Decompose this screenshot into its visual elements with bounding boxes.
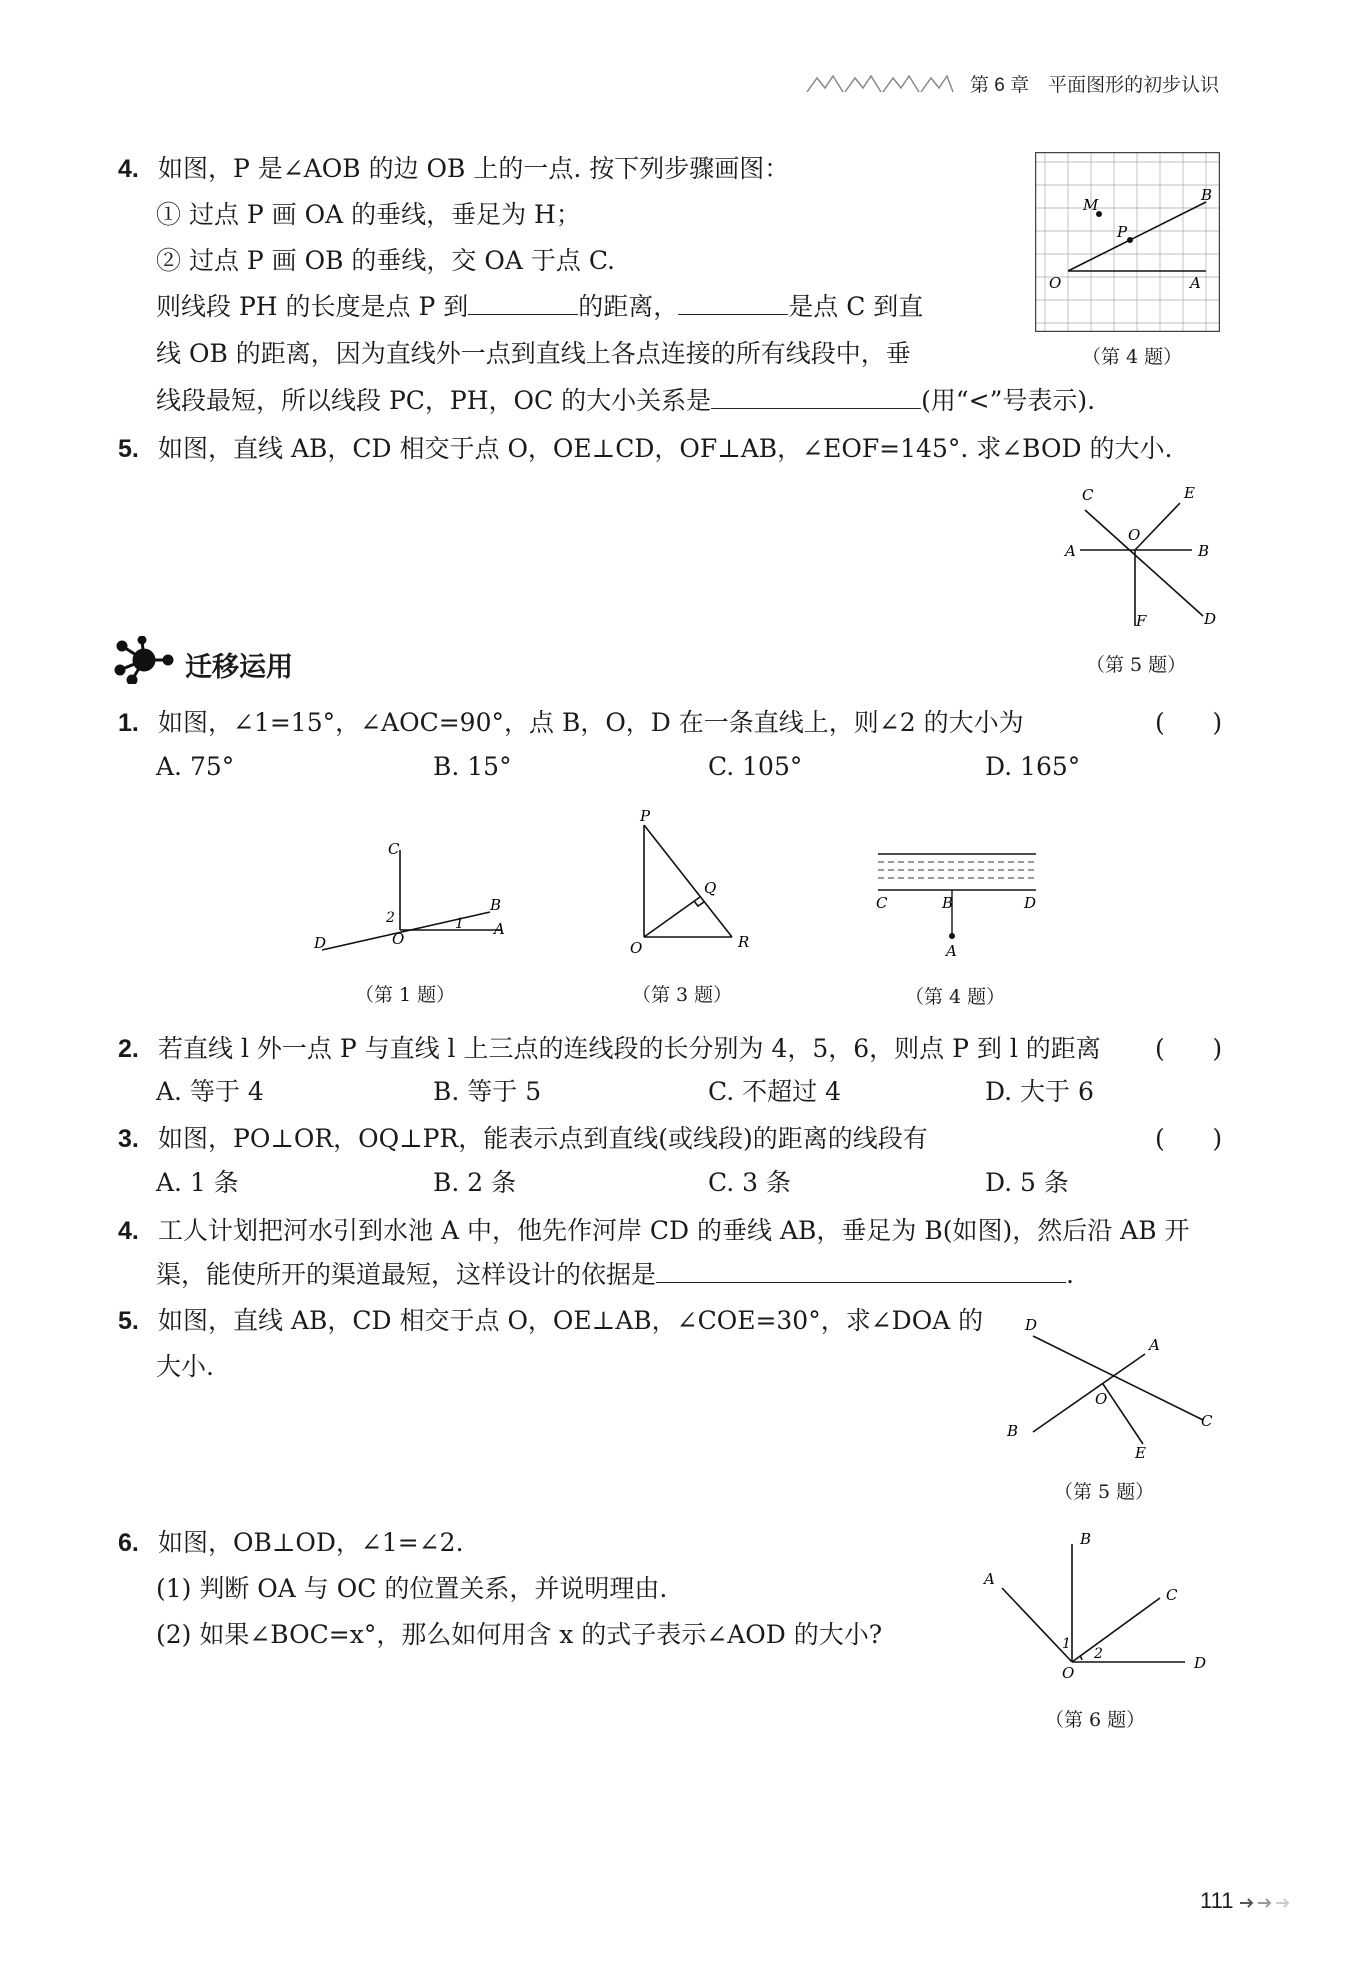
- label: A: [494, 920, 505, 938]
- label: A: [946, 942, 957, 960]
- answer-parentheses[interactable]: ( ): [1155, 1034, 1223, 1063]
- answer-blank[interactable]: [656, 1258, 1066, 1283]
- q4-line4-part3: 是点 C 到直: [788, 292, 924, 321]
- q4-line1: 如图，P 是∠AOB 的边 OB 上的一点. 按下列步骤画图：: [158, 154, 790, 183]
- label: D: [1204, 610, 1217, 628]
- option-c[interactable]: C. 105°: [708, 752, 803, 781]
- label: B: [1198, 542, 1210, 560]
- figure-4: [870, 846, 1040, 966]
- answer-blank[interactable]: [711, 384, 921, 409]
- figure-caption: （第 5 题）: [1054, 1481, 1155, 1503]
- t3-text: 如图，PO⊥OR，OQ⊥PR，能表示点到直线(或线段)的距离的线段有: [158, 1124, 928, 1153]
- option-c[interactable]: C. 3 条: [708, 1168, 791, 1197]
- label: D: [1194, 1654, 1207, 1672]
- t6-line1: 如图，OB⊥OD，∠1=∠2.: [158, 1528, 464, 1557]
- label: B: [490, 896, 502, 914]
- figure-caption: （第 6 题）: [1045, 1709, 1146, 1731]
- option-a[interactable]: A. 1 条: [156, 1168, 239, 1197]
- answer-parentheses[interactable]: ( ): [1155, 708, 1223, 737]
- angle-figure: [980, 1530, 1210, 1680]
- option-a[interactable]: A. 等于 4: [156, 1077, 264, 1106]
- t2-text: 若直线 l 外一点 P 与直线 l 上三点的连线段的长分别为 4，5，6，则点 P 到 l 的距离: [158, 1034, 1101, 1063]
- t4-line2: [156, 1258, 1074, 1292]
- label: B: [1201, 186, 1213, 204]
- label: D: [1024, 894, 1037, 912]
- question-number: 5.: [118, 1307, 139, 1335]
- q4-line4-part2: 的距离，: [578, 292, 679, 321]
- label: C: [1082, 486, 1094, 504]
- question-number: 5.: [118, 435, 139, 463]
- label: 2: [386, 910, 395, 926]
- q4-line4: [156, 290, 923, 324]
- label: B: [1007, 1422, 1019, 1440]
- question-number: 6.: [118, 1529, 139, 1557]
- label: C: [1166, 1586, 1178, 1604]
- label: O: [630, 939, 643, 957]
- option-d[interactable]: D. 165°: [985, 752, 1081, 781]
- label: C: [1201, 1412, 1213, 1430]
- q4-line3: ② 过点 P 画 OB 的垂线，交 OA 于点 C.: [156, 246, 615, 275]
- q4-line4-part1: 则线段 PH 的长度是点 P 到: [156, 292, 469, 321]
- section-title: 迁移运用: [185, 652, 293, 683]
- label: A: [1149, 1336, 1160, 1354]
- label: P: [640, 807, 651, 825]
- arrow-decoration-icon: [1238, 1895, 1298, 1911]
- answer-blank[interactable]: [678, 290, 788, 315]
- option-a[interactable]: A. 75°: [156, 752, 235, 781]
- question-number: 1.: [118, 709, 139, 737]
- mountain-decoration-icon: [805, 72, 955, 94]
- molecule-icon: [112, 636, 176, 684]
- label: E: [1184, 484, 1195, 502]
- label: D: [1025, 1316, 1038, 1334]
- label: 2: [1094, 1646, 1103, 1662]
- page-number: 111: [1200, 1888, 1234, 1913]
- intersecting-lines-figure: [1060, 478, 1220, 638]
- label: 1: [455, 916, 464, 932]
- chapter-header: 第 6 章 平面图形的初步认识: [970, 75, 1220, 96]
- label: C: [876, 894, 888, 912]
- q4-line6: [156, 384, 1095, 418]
- t5-line2: 大小.: [156, 1352, 214, 1381]
- t4-line2-end: .: [1066, 1260, 1074, 1289]
- label: 1: [1062, 1636, 1071, 1652]
- q4-line6-part1: 线段最短，所以线段 PC，PH，OC 的大小关系是: [156, 386, 712, 415]
- t4-line2-text: 渠，能使所开的渠道最短，这样设计的依据是: [156, 1260, 657, 1289]
- figure-caption: （第 5 题）: [1086, 654, 1187, 676]
- label: E: [1135, 1444, 1146, 1462]
- q4-line6-part2: (用“<”号表示).: [921, 386, 1096, 415]
- t6-line3: (2) 如果∠BOC=x°，那么如何用含 x 的式子表示∠AOD 的大小?: [156, 1620, 883, 1649]
- t4-line1: 工人计划把河水引到水池 A 中，他先作河岸 CD 的垂线 AB，垂足为 B(如图)，然后沿 AB 开: [158, 1216, 1190, 1245]
- grid-figure: [1035, 152, 1220, 332]
- option-c[interactable]: C. 不超过 4: [708, 1077, 841, 1106]
- figure-1: [310, 838, 510, 958]
- label: O: [1128, 526, 1141, 544]
- question-number: 4.: [118, 155, 139, 183]
- option-b[interactable]: B. 2 条: [433, 1168, 517, 1197]
- label: D: [314, 934, 327, 952]
- label: Q: [704, 879, 717, 897]
- figure-3: [620, 805, 760, 965]
- label: F: [1136, 612, 1147, 630]
- label: O: [1062, 1664, 1075, 1680]
- q5-line1: 如图，直线 AB，CD 相交于点 O，OE⊥CD，OF⊥AB，∠EOF=145°. 求∠BOD 的大小.: [158, 434, 1173, 463]
- label: C: [388, 840, 400, 858]
- question-number: 4.: [118, 1217, 139, 1245]
- t6-line2: (1) 判断 OA 与 OC 的位置关系，并说明理由.: [156, 1574, 668, 1603]
- label: A: [1190, 274, 1201, 292]
- answer-parentheses[interactable]: ( ): [1155, 1124, 1223, 1153]
- figure-caption: （第 4 题）: [905, 986, 1006, 1008]
- option-b[interactable]: B. 等于 5: [433, 1077, 542, 1106]
- question-number: 3.: [118, 1125, 139, 1153]
- q4-line2: ① 过点 P 画 OA 的垂线，垂足为 H；: [156, 200, 581, 229]
- figure-caption: （第 4 题）: [1082, 346, 1183, 368]
- label: R: [738, 933, 750, 951]
- figure-caption: （第 1 题）: [355, 984, 456, 1006]
- t5-line1: 如图，直线 AB，CD 相交于点 O，OE⊥AB，∠COE=30°，求∠DOA 的: [158, 1306, 984, 1335]
- option-b[interactable]: B. 15°: [433, 752, 512, 781]
- label: B: [942, 894, 954, 912]
- question-number: 2.: [118, 1035, 139, 1063]
- q4-line5: 线 OB 的距离，因为直线外一点到直线上各点连接的所有线段中，垂: [156, 339, 911, 368]
- label: A: [1065, 542, 1076, 560]
- option-d[interactable]: D. 大于 6: [985, 1077, 1094, 1106]
- label: P: [1117, 223, 1128, 241]
- label: B: [1080, 1530, 1092, 1548]
- t1-text: 如图，∠1=15°，∠AOC=90°，点 B，O，D 在一条直线上，则∠2 的大小为: [158, 708, 1024, 737]
- label: M: [1083, 196, 1099, 214]
- intersecting-lines-figure: [1005, 1312, 1225, 1467]
- answer-blank[interactable]: [468, 290, 578, 315]
- figure-caption: （第 3 题）: [632, 984, 733, 1006]
- label: O: [392, 930, 405, 948]
- label: O: [1049, 274, 1062, 292]
- label: O: [1095, 1390, 1108, 1408]
- option-d[interactable]: D. 5 条: [985, 1168, 1069, 1197]
- label: A: [984, 1570, 995, 1588]
